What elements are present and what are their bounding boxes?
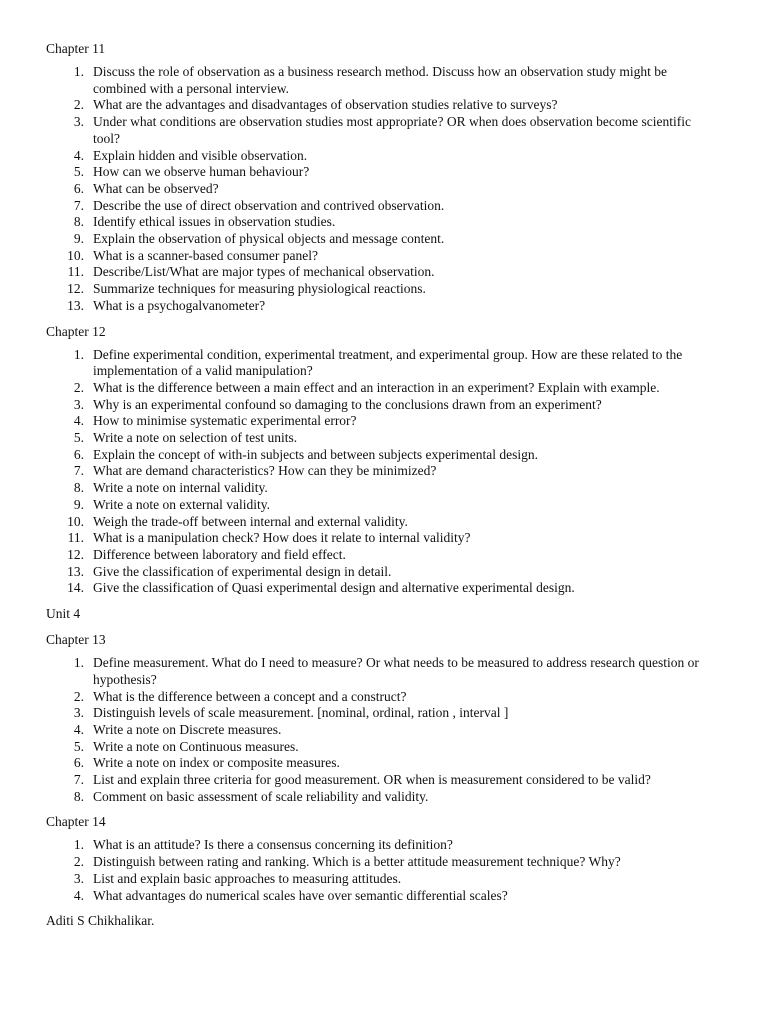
question-number: 5. [73, 164, 84, 180]
question-item [0, 380, 768, 397]
question-text: Define experimental condition, experimental treatment, and experimental group. How are these related to the implementation of a valid manipulation? [93, 346, 683, 379]
question-number: 9. [73, 496, 84, 512]
question-number: 11. [67, 264, 84, 280]
question-item [0, 655, 768, 688]
question-item [0, 772, 768, 789]
question-item [0, 564, 768, 581]
question-item [0, 463, 768, 480]
question-text: What advantages do numerical scales have over semantic differential scales? [93, 887, 508, 903]
question-item [0, 114, 768, 147]
section-heading: Chapter 12 [46, 323, 106, 339]
question-item [0, 755, 768, 772]
question-number: 6. [73, 446, 84, 462]
question-number: 7. [73, 197, 84, 213]
question-number: 6. [73, 180, 84, 196]
question-item [0, 514, 768, 531]
question-text: Define measurement. What do I need to measure? Or what needs to be measured to address research question or hypothesis? [93, 655, 699, 687]
question-number: 7. [73, 463, 84, 479]
question-item [0, 231, 768, 248]
document-page [0, 40, 768, 929]
question-item [0, 854, 768, 871]
question-text: Weigh the trade-off between internal and external validity. [93, 513, 408, 529]
question-number: 2. [73, 688, 84, 704]
question-number: 4. [73, 147, 84, 163]
question-item [0, 164, 768, 181]
question-item [0, 722, 768, 739]
question-item [0, 871, 768, 888]
question-number: 3. [73, 114, 84, 130]
question-number: 10. [67, 513, 84, 529]
question-number: 8. [73, 214, 84, 230]
question-text: Describe the use of direct observation and contrived observation. [93, 197, 445, 213]
question-text: Under what conditions are observation studies most appropriate? OR when does observation become scientific tool? [93, 114, 691, 146]
question-text: Identify ethical issues in observation studies. [93, 214, 336, 230]
question-text: List and explain three criteria for good measurement. OR when is measurement considered to be valid? [93, 772, 651, 788]
question-item [0, 281, 768, 298]
question-text: Distinguish between rating and ranking. Which is a better attitude measurement technique? Why? [93, 854, 621, 870]
question-list [0, 64, 768, 315]
question-text: What is a manipulation check? How does it relate to internal validity? [93, 530, 471, 546]
document-section [0, 40, 768, 315]
question-item [0, 181, 768, 198]
question-text: Explain the observation of physical objects and message content. [93, 231, 445, 247]
question-item [0, 64, 768, 97]
question-item [0, 689, 768, 706]
question-item [0, 837, 768, 854]
question-text: Write a note on selection of test units. [93, 430, 298, 446]
question-item [0, 264, 768, 281]
question-number: 5. [73, 738, 84, 754]
question-text: Give the classification of experimental design in detail. [93, 563, 392, 579]
question-item [0, 214, 768, 231]
question-item [0, 497, 768, 514]
question-number: 8. [73, 788, 84, 804]
question-text: List and explain basic approaches to measuring attitudes. [93, 870, 402, 886]
question-text: Why is an experimental confound so damaging to the conclusions drawn from an experiment? [93, 396, 602, 412]
question-text: Difference between laboratory and field effect. [93, 546, 346, 562]
question-text: What is the difference between a main effect and an interaction in an experiment? Explain with example. [93, 379, 660, 395]
question-text: Write a note on Continuous measures. [93, 738, 299, 754]
question-item [0, 789, 768, 806]
question-number: 7. [73, 772, 84, 788]
question-text: Summarize techniques for measuring physiological reactions. [93, 281, 426, 297]
question-number: 5. [73, 430, 84, 446]
question-number: 3. [73, 705, 84, 721]
question-number: 14. [67, 580, 84, 596]
question-number: 9. [73, 231, 84, 247]
question-item [0, 97, 768, 114]
question-text: What can be observed? [93, 180, 219, 196]
question-list [0, 837, 768, 904]
question-item [0, 480, 768, 497]
question-number: 10. [67, 247, 84, 263]
question-item [0, 547, 768, 564]
question-item [0, 148, 768, 165]
document-section [0, 605, 768, 622]
question-item [0, 198, 768, 215]
question-item [0, 739, 768, 756]
question-text: What is an attitude? Is there a consensus concerning its definition? [93, 837, 453, 853]
question-number: 1. [73, 346, 84, 362]
question-item [0, 347, 768, 380]
question-text: What are the advantages and disadvantages of observation studies relative to surveys? [93, 97, 558, 113]
question-number: 6. [73, 755, 84, 771]
question-text: What are demand characteristics? How can they be minimized? [93, 463, 437, 479]
question-text: Write a note on index or composite measures. [93, 755, 340, 771]
question-list [0, 347, 768, 598]
question-list [0, 655, 768, 805]
question-number: 12. [67, 546, 84, 562]
question-text: Comment on basic assessment of scale reliability and validity. [93, 788, 429, 804]
question-text: How to minimise systematic experimental error? [93, 413, 357, 429]
question-item [0, 447, 768, 464]
question-text: What is a psychogalvanometer? [93, 297, 266, 313]
question-item [0, 888, 768, 905]
section-heading: Chapter 13 [46, 632, 106, 648]
question-text: Explain the concept of with-in subjects and between subjects experimental design. [93, 446, 538, 462]
question-number: 1. [73, 837, 84, 853]
question-number: 4. [73, 887, 84, 903]
question-text: Give the classification of Quasi experimental design and alternative experimental design. [93, 580, 575, 596]
question-number: 2. [73, 854, 84, 870]
question-number: 4. [73, 721, 84, 737]
question-item [0, 580, 768, 597]
document-section [0, 813, 768, 904]
section-heading: Chapter 11 [46, 41, 106, 56]
question-number: 4. [73, 413, 84, 429]
question-item [0, 530, 768, 547]
question-text: Describe/List/What are major types of mechanical observation. [93, 264, 435, 280]
document-section [0, 631, 768, 805]
question-number: 11. [67, 530, 84, 546]
question-text: Write a note on Discrete measures. [93, 721, 282, 737]
question-item [0, 298, 768, 315]
question-number: 1. [73, 64, 84, 79]
question-number: 13. [67, 563, 84, 579]
question-text: Write a note on external validity. [93, 496, 271, 512]
question-text: Write a note on internal validity. [93, 480, 268, 496]
question-text: Distinguish levels of scale measurement. [nominal, ordinal, ration , interval ] [93, 705, 509, 721]
question-number: 1. [73, 655, 84, 671]
question-text: What is the difference between a concept and a construct? [93, 688, 407, 704]
question-text: How can we observe human behaviour? [93, 164, 310, 180]
question-item [0, 705, 768, 722]
author-signature: Aditi S Chikhalikar. [46, 913, 155, 929]
section-heading: Unit 4 [46, 606, 81, 622]
question-item [0, 248, 768, 265]
question-item [0, 413, 768, 430]
question-number: 12. [67, 281, 84, 297]
question-number: 8. [73, 480, 84, 496]
question-number: 3. [73, 396, 84, 412]
sections-container [0, 40, 768, 904]
question-item [0, 397, 768, 414]
question-number: 3. [73, 870, 84, 886]
question-number: 2. [73, 97, 84, 113]
document-section [0, 323, 768, 598]
question-number: 13. [67, 297, 84, 313]
question-text: Discuss the role of observation as a business research method. Discuss how an observation study might be combined with a personal interview. [93, 64, 668, 96]
question-item [0, 430, 768, 447]
section-heading: Chapter 14 [46, 814, 106, 830]
question-text: What is a scanner-based consumer panel? [93, 247, 319, 263]
question-text: Explain hidden and visible observation. [93, 147, 308, 163]
question-number: 2. [73, 379, 84, 395]
